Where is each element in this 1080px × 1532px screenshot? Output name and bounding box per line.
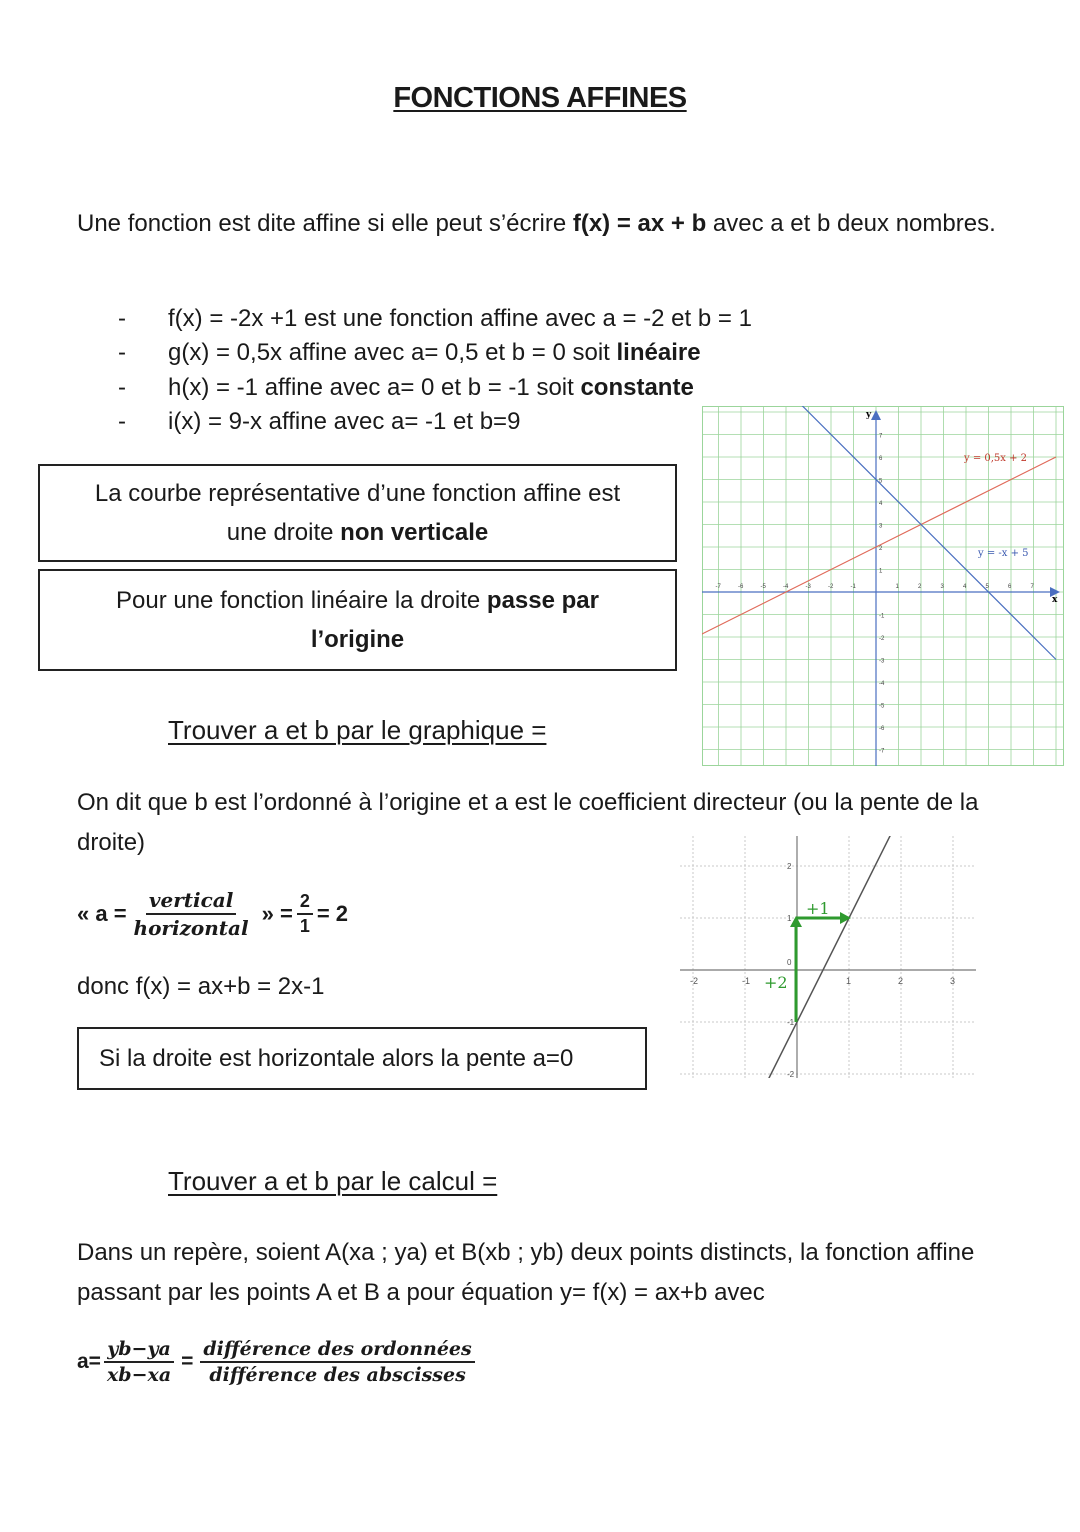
graph1-y-tick: -2 — [879, 636, 885, 642]
page-title: FONCTIONS AFFINES — [393, 82, 687, 114]
graph2-y-tick: 2 — [787, 862, 792, 871]
graph1-x-tick: 5 — [985, 584, 989, 590]
graph1-y-tick: -1 — [879, 613, 885, 620]
graph1-x-tick: 4 — [963, 584, 967, 590]
donc-fx: donc f(x) = ax+b = 2x-1 — [77, 973, 325, 1000]
graph1-x-tick: 1 — [895, 584, 899, 590]
graph2-line-2x-minus-1 — [758, 836, 904, 1078]
example-2: - g(x) = 0,5x affine avec a= 0,5 et b = 0 soit linéaire — [118, 339, 701, 366]
graph1-x-tick: -5 — [760, 584, 766, 590]
graph1-y-tick: 7 — [879, 433, 883, 440]
graph1-y-tick: -6 — [879, 726, 885, 732]
slope-formula: « a = $\frac{\text{vertical}}{\text{horizontal}}$ » = $\frac{2}{1}$ = 2 — [77, 888, 349, 940]
slope-calc-formula: a= $\frac{yb-ya}{xb-xa}$ = $\frac{\text{différence des ordonnées}}{\text{différence des abscisses}}$ — [77, 1338, 475, 1386]
graph2-x-tick: 1 — [846, 976, 852, 986]
graph2-y-tick: -2 — [787, 1070, 795, 1078]
graph2-x-tick: 2 — [898, 976, 904, 986]
example-1: - f(x) = -2x +1 est une fonction affine avec a = -2 et b = 1 — [118, 305, 752, 332]
graph2-y-tick: 1 — [787, 914, 792, 923]
graph2-y-tick: -1 — [787, 1018, 795, 1027]
graph1-x-tick: 7 — [1030, 584, 1034, 590]
graph2-x-tick: -1 — [742, 976, 751, 986]
graph1-y-tick: -3 — [879, 658, 885, 665]
graph1-y-tick: 6 — [879, 456, 883, 462]
box-pente-nulle: Si la droite est horizontale alors la pente a=0 — [77, 1027, 647, 1090]
graph1-label-line2: y = -x + 5 — [978, 548, 1029, 559]
box-courbe-droite: La courbe représentative d’une fonction affine est une droite non verticale — [38, 464, 677, 562]
graph1-y-tick: 2 — [879, 546, 883, 552]
graph1-y-tick: 1 — [879, 568, 883, 575]
ordonnee-origine-text: On dit que b est l’ordonné à l’origine et a est le coefficient directeur (ou la pente de la droite) — [77, 789, 979, 856]
affine-lines-graph — [702, 406, 1064, 766]
graph2-x-tick: 3 — [950, 976, 956, 986]
graph1-x-tick: 6 — [1008, 584, 1012, 590]
graph1-label-line1: y = 0,5x + 2 — [964, 453, 1028, 464]
graph2-x-tick: -2 — [690, 976, 699, 986]
graph1-x-tick: -3 — [805, 584, 811, 590]
graph1-y-tick: 4 — [879, 501, 883, 507]
calcul-text: Dans un repère, soient A(xa ; ya) et B(xb ; yb) deux points distincts, la fonction affine passant par les points A et B a pour équation y= f(x) = ax+b avec — [77, 1239, 975, 1306]
graph1-y-tick: -7 — [879, 748, 885, 755]
graph1-y-tick: -5 — [879, 703, 885, 710]
graph2-y-tick: 0 — [787, 958, 792, 967]
example-4: - i(x) = 9-x affine avec a= -1 et b=9 — [118, 408, 521, 435]
box-fonction-lineaire: Pour une fonction linéaire la droite passe par l’origine — [38, 569, 677, 671]
section-graphique-heading: Trouver a et b par le graphique = — [168, 715, 547, 745]
graph1-x-tick: -4 — [783, 584, 789, 590]
graph1-y-tick: 3 — [879, 523, 883, 530]
definition: Une fonction est dite affine si elle peut s’écrire f(x) = ax + b avec a et b deux nombres. — [77, 210, 996, 237]
graph1-x-tick: -2 — [828, 584, 834, 590]
graph1-y-tick: -4 — [879, 681, 885, 687]
graph2-run-label: +1 — [806, 899, 830, 918]
graph2-rise-label: +2 — [764, 973, 788, 992]
example-3: - h(x) = -1 affine avec a= 0 et b = -1 soit constante — [118, 374, 694, 401]
graph1-x-tick: 2 — [918, 584, 922, 590]
graph1-y-label: y — [866, 410, 872, 420]
graph1-y-tick: 5 — [879, 478, 883, 485]
graph1-x-label: x — [1052, 595, 1058, 605]
slope-example-graph — [680, 836, 976, 1078]
graph1-x-tick: -7 — [715, 584, 721, 590]
graph1-x-tick: -1 — [850, 584, 856, 590]
graph1-x-tick: 3 — [940, 584, 944, 590]
section-calcul-heading: Trouver a et b par le calcul = — [168, 1166, 498, 1196]
graph1-x-tick: -6 — [738, 584, 744, 590]
